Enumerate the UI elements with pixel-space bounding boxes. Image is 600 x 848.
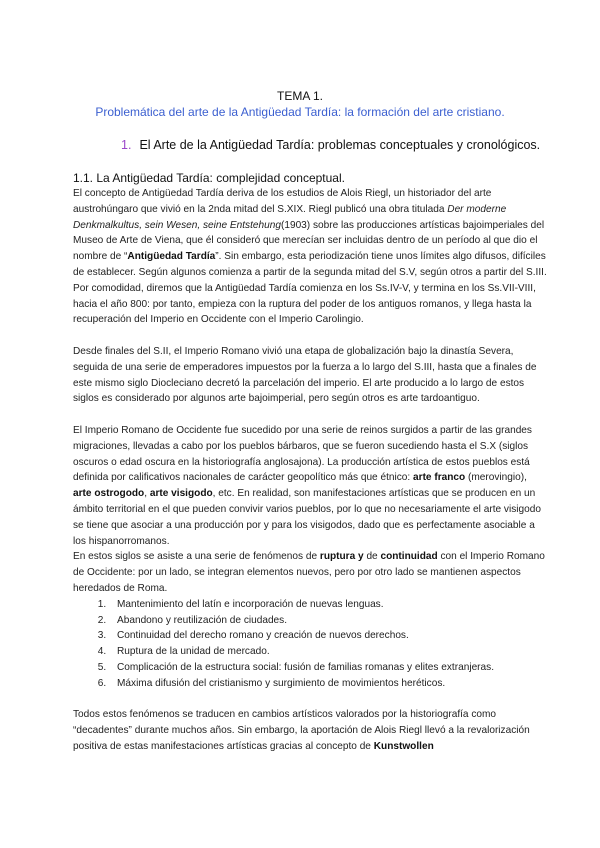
paragraph-riegl: [73, 186, 548, 328]
term-kunstwollen: Kunstwollen: [373, 740, 434, 752]
text-run: de: [363, 551, 381, 563]
list-item: 6. Máxima difusión del cristianismo y surgimiento de movimientos heréticos.: [109, 676, 548, 692]
text-run: En estos siglos se asiste a una serie de fenómenos de: [73, 551, 320, 563]
subsection-heading: 1.1. La Antigüedad Tardía: complejidad conceptual.: [73, 171, 345, 185]
term-arte-visigodo: arte visigodo: [149, 488, 213, 500]
text-run: , etc. En realidad, son manifestaciones artísticas que se producen en un ámbito territorial en el que pueden convivir varios pueblos, por lo que no necesariamente el arte visigodo se tiene que asociar a una producción por y para los visigodos, dado que es perfectamente asociable a los hispanorromanos.: [73, 488, 541, 547]
phenomena-list: [73, 597, 548, 692]
section-title: El Arte de la Antigüedad Tardía: problemas conceptuales y cronológicos.: [139, 138, 541, 152]
text-run: El Imperio Romano de Occidente fue sucedido por una serie de reinos surgidos a partir de las grandes migraciones, llevadas a cabo por los pueblos bárbaros, que se fueron sucediendo hasta el S.X (siglos oscuros o edad oscura en la historiografía anglosajona). La producción artística de estos pueblos está definida por calificativos nacionales de carácter geopolítico más que étnico:: [73, 424, 532, 484]
document-body: [73, 170, 548, 755]
book-title: Der moderne Denkmalkultus, sein Wesen, seine Entstehung: [73, 203, 507, 231]
term-arte-ostrogodo: arte ostrogodo: [73, 488, 145, 500]
list-item: 3. Continuidad del derecho romano y creación de nuevos derechos.: [109, 628, 548, 644]
text-run: Todos estos fenómenos se traducen en cambios artísticos valorados por la historiografía como “decadentes” durante muchos años. Sin embargo, la aportación de Alois Riegl llevó a la revalorización positiva de estas manifestaciones artísticas gracias al concepto de: [73, 709, 530, 752]
paragraph-kunstwollen: [73, 707, 548, 754]
text-run: con el Imperio Romano de Occidente: por un lado, se integran elementos nuevos, pero por otro lado se mantienen aspectos heredados de Roma.: [73, 551, 545, 594]
list-item: 5. Complicación de la estructura social: fusión de familias romanas y elites extranjeras.: [109, 660, 548, 676]
paragraph-gap: [73, 692, 548, 708]
term-arte-franco: arte franco: [413, 472, 466, 484]
topic-subtitle: Problemática del arte de la Antigüedad Tardía: la formación del arte cristiano.: [95, 105, 505, 119]
list-item: 1. Mantenimiento del latín e incorporación de nuevas lenguas.: [109, 597, 548, 613]
text-run: ,: [144, 488, 150, 500]
paragraph-imperio: Desde finales del S.II, el Imperio Romano vivió una etapa de globalización bajo la dinastía Severa, seguida de una serie de emperadores impuestos por la fuerza a lo largo del S.III, hasta que a finales de este mismo siglo Diocleciano decretó la parcelación del imperio. El arte producido a lo largo de estos siglos es considerado por algunos arte bajoimperial, pero según otros es arte tardoantiguo.: [73, 345, 537, 405]
paragraph-reinos: [73, 423, 548, 549]
section-number: 1.: [121, 138, 132, 152]
paragraph-fenomenos: [73, 549, 548, 596]
list-item: 4. Ruptura de la unidad de mercado.: [109, 644, 548, 660]
paragraph-gap: [73, 328, 548, 344]
text-run: ”. Sin embargo, esta periodización tiene unos límites algo difusos, difíciles de establecer. Según algunos comienza a partir de la segunda mitad del S.V, según otros a partir del S.III. Por comodidad, diremos que la Antigüedad Tardía comienza en los Ss.IV-V, y termina en los Ss.VII-VIII, hacia el año 800: por tanto, empieza con la ruptura del poder de los antiguos romanos, y llega hasta la recuperación del Imperio en Occidente con el Imperio Carolingio.: [73, 251, 547, 326]
text-run: El concepto de Antigüedad Tardía deriva de los estudios de Alois Riegl, un historiador del arte austrohúngaro que vivió en la 2nda mitad del S.XIX. Riegl publicó una obra titulada: [73, 188, 492, 215]
paragraph-gap: [73, 407, 548, 423]
section-heading: [121, 138, 540, 152]
term-continuidad: continuidad: [380, 551, 438, 563]
topic-heading: TEMA 1.: [276, 89, 323, 103]
term-antiguedad-tardia: Antigüedad Tardía: [127, 251, 216, 263]
list-item: 2. Abandono y reutilización de ciudades.: [109, 613, 548, 629]
term-ruptura: ruptura y: [319, 551, 364, 563]
text-run: (merovingio),: [465, 472, 527, 484]
text-run: (1903) sobre las producciones artísticas bajoimperiales del Museo de Arte de Viena, que él consideró que merecían ser incluidas dentro de un período al que dio el nombre de “: [73, 219, 545, 263]
